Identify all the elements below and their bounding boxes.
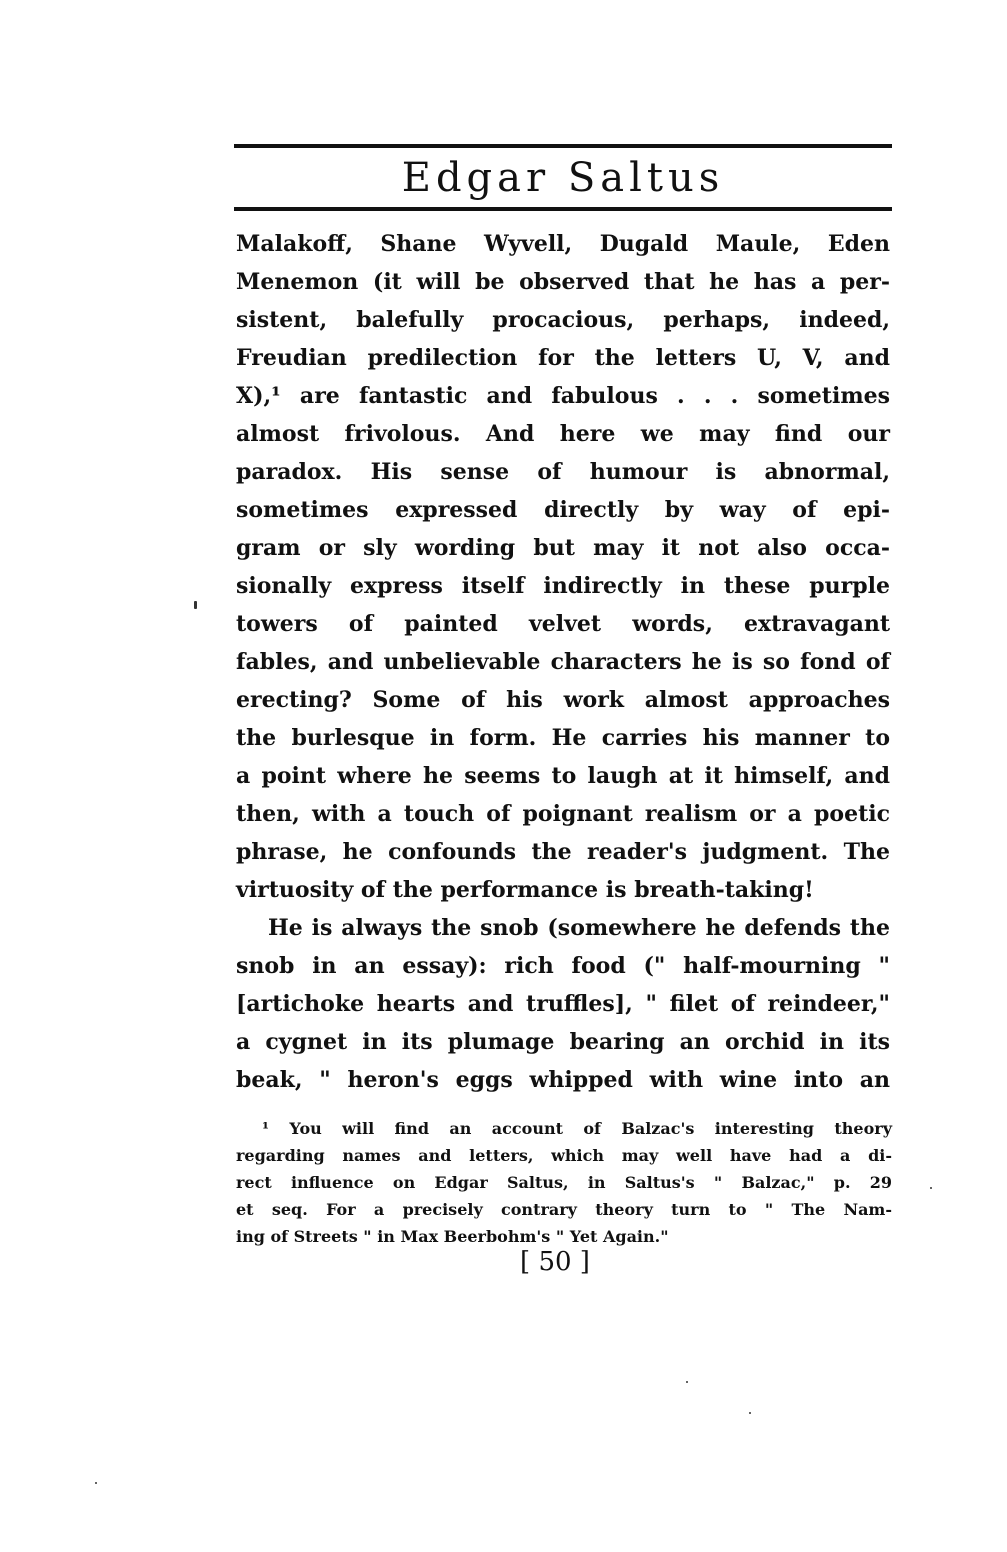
scan-speck [95, 1482, 97, 1484]
body-line: a point where he seems to laugh at it himself, and [236, 763, 890, 789]
body-line: Freudian predilection for the letters U, V, and [236, 345, 890, 371]
body-line: sionally express itself indirectly in these purple [236, 573, 890, 599]
body-line: snob in an essay): rich food (" half-mourning " [236, 953, 890, 979]
body-line: He is always the snob (somewhere he defends the [268, 915, 890, 941]
body-line: [artichoke hearts and truffles], " filet of reindeer," [236, 991, 890, 1017]
running-head: Edgar Saltus [401, 155, 725, 201]
body-line: sistent, balefully procacious, perhaps, indeed, [236, 307, 890, 333]
footnote-line: ing of Streets " in Max Beerbohm's " Yet Again." [236, 1227, 669, 1246]
body-line: X),¹ are fantastic and fabulous . . . sometimes [236, 383, 890, 409]
scan-speck [749, 1412, 751, 1414]
body-line: gram or sly wording but may it not also occa- [236, 535, 890, 561]
page-number: [ 50 ] [520, 1247, 590, 1277]
body-line: beak, " heron's eggs whipped with wine into an [236, 1067, 890, 1093]
header-rule-bottom [234, 207, 892, 211]
body-line: Menemon (it will be observed that he has a per- [236, 269, 890, 295]
scan-speck [686, 1381, 688, 1383]
body-line: sometimes expressed directly by way of epi- [236, 497, 890, 523]
body-line: a cygnet in its plumage bearing an orchid in its [236, 1029, 890, 1055]
body-line: Malakoff, Shane Wyvell, Dugald Maule, Eden [236, 231, 890, 257]
body-line: the burlesque in form. He carries his manner to [236, 725, 890, 751]
body-line: virtuosity of the performance is breath-taking! [236, 877, 814, 903]
header-rule-top [234, 144, 892, 148]
body-line: then, with a touch of poignant realism or a poetic [236, 801, 890, 827]
body-line: towers of painted velvet words, extravagant [236, 611, 890, 637]
body-line: erecting? Some of his work almost approaches [236, 687, 890, 713]
footnote-line: ¹ You will find an account of Balzac's interesting theory [262, 1119, 892, 1138]
body-line: paradox. His sense of humour is abnormal, [236, 459, 890, 485]
scan-speck [194, 601, 197, 609]
body-line: almost frivolous. And here we may find our [236, 421, 890, 447]
footnote-line: et seq. For a precisely contrary theory turn to " The Nam- [236, 1200, 892, 1219]
body-line: phrase, he confounds the reader's judgment. The [236, 839, 890, 865]
footnote-line: regarding names and letters, which may well have had a di- [236, 1146, 892, 1165]
body-line: fables, and unbelievable characters he is so fond of [236, 649, 890, 675]
scan-speck [930, 1187, 932, 1189]
footnote-line: rect influence on Edgar Saltus, in Saltus's " Balzac," p. 29 [236, 1173, 892, 1192]
